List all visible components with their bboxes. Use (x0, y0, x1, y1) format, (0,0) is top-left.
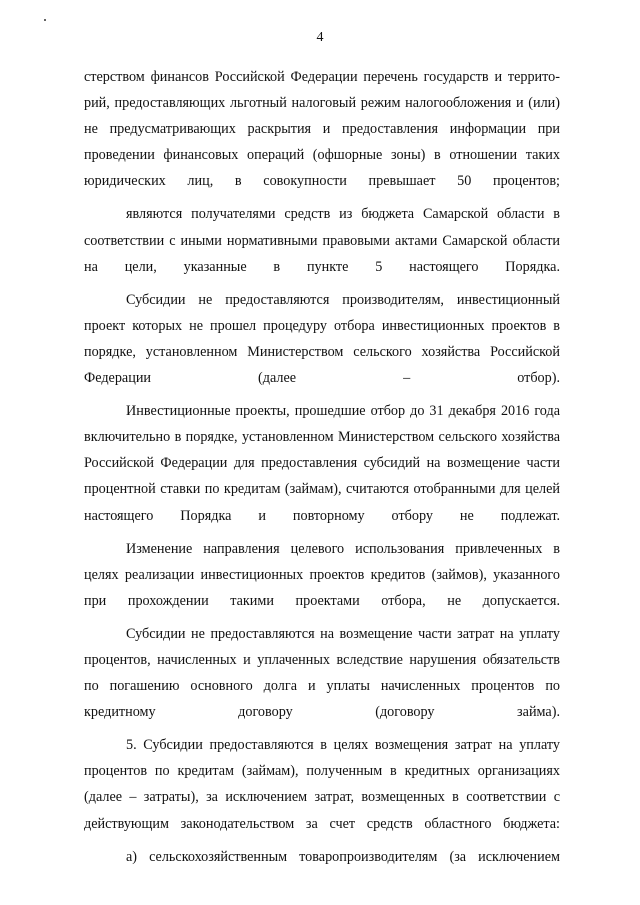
paragraph-section-5: 5. Субсидии предоставляются в целях возмещения затрат на уплату процентов по кредитам (займам), полученным в кредитных организациях (далее – затраты), за исключением затрат, возмещенных в соответствии с действующим законодательством за счет средств областного бюджета: (84, 737, 560, 832)
paragraph-penalty-interest: Субсидии не предоставляются на возмещение части затрат на уплату процентов, начисленных и уплаченных вследствие нарушения обязательств по погашению основного долга и уплаты начисленных процентов по кредитному договору (договору займа). (84, 625, 560, 721)
page-number: 4 (316, 30, 324, 45)
document-body (84, 64, 560, 870)
paragraph-offshore-continuation: стерством финансов Российской Федерации перечень государств и территорий, предоставляющих льготный налоговый режим налогообложения и (или) не предусматривающих раскрытия и предоставления информации при проведении финансовых операций (офшорные зоны) в отношении таких юридических лиц, в совокупности превышает 50 процентов; (84, 69, 560, 190)
paragraph-selected-projects: Инвестиционные проекты, прошедшие отбор до 31 декабря 2016 года включительно в порядке, установленном Министерством сельского хозяйства Российской Федерации для предоставления субсидий на возмещение части процентной ставки по кредитам (займам), считаются отобранными для целей настоящего Порядка и повторному отбору не подлежат. (84, 403, 560, 524)
paragraph-purpose-change: Изменение направления целевого использования привлеченных в целях реализации инвестиционных проектов кредитов (займов), указанного при прохождении такими проектами отбора, не допускается. (84, 540, 560, 609)
scan-speck (44, 19, 46, 21)
paragraph-selection-requirement: Субсидии не предоставляются производителям, инвестиционный проект которых не прошел процедуру отбора инвестиционных проектов в порядке, установленном Министерством сельского хозяйства Российской Федерации (далее – отбор). (84, 291, 560, 387)
paragraph-budget-recipients: являются получателями средств из бюджета Самарской области в соответствии с иными нормативными правовыми актами Самарской области на цели, указанные в пункте 5 настоящего Порядка. (84, 206, 560, 275)
paragraph-item-a: а) сельскохозяйственным товаропроизводителям (за исключением (126, 848, 560, 865)
